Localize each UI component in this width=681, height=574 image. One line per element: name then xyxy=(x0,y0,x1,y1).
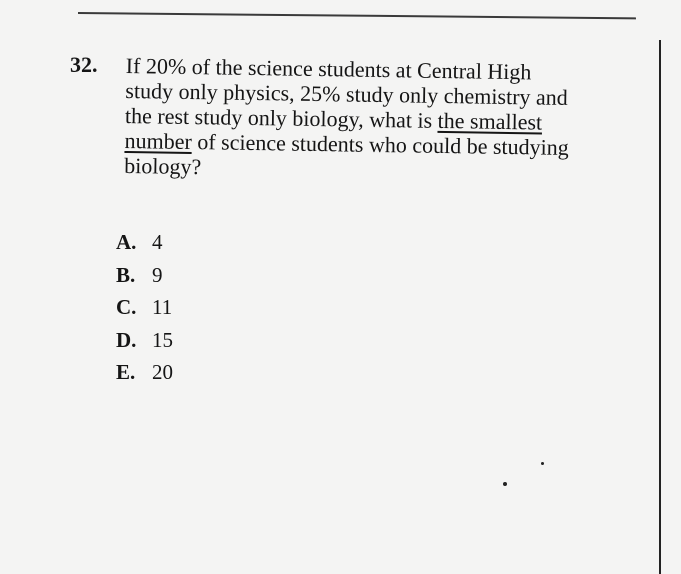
choice-c[interactable] xyxy=(116,291,173,324)
question-text xyxy=(124,53,646,186)
choice-value: 9 xyxy=(152,262,163,287)
choice-b[interactable] xyxy=(116,259,173,292)
question-fragment: the rest study only biology, what is xyxy=(124,102,438,133)
choice-value: 4 xyxy=(152,230,163,254)
question-line: study only physics, 25% study only chemistry and xyxy=(125,77,568,110)
top-divider xyxy=(78,12,636,19)
choice-letter: B. xyxy=(116,262,136,287)
right-border xyxy=(659,40,661,574)
question-number: 32. xyxy=(70,52,98,77)
ink-speck xyxy=(503,482,507,486)
ink-speck xyxy=(541,462,544,465)
underlined-phrase: the smallest xyxy=(437,107,543,135)
choice-letter: E. xyxy=(116,360,136,384)
question-line: If 20% of the science students at Central High xyxy=(125,53,532,85)
choice-letter: A. xyxy=(116,230,137,254)
question-fragment: of science students who could be studying xyxy=(191,129,569,160)
question-line: biology? xyxy=(124,152,202,180)
answer-choices xyxy=(116,226,173,389)
choice-letter: D. xyxy=(116,327,137,352)
choice-e[interactable] xyxy=(116,356,173,389)
choice-value: 11 xyxy=(152,295,173,319)
choice-value: 20 xyxy=(152,360,173,384)
choice-d[interactable] xyxy=(116,324,173,357)
choice-letter: C. xyxy=(116,295,137,319)
choice-value: 15 xyxy=(152,327,173,352)
choice-a[interactable] xyxy=(116,226,173,259)
underlined-phrase: number xyxy=(124,127,193,155)
